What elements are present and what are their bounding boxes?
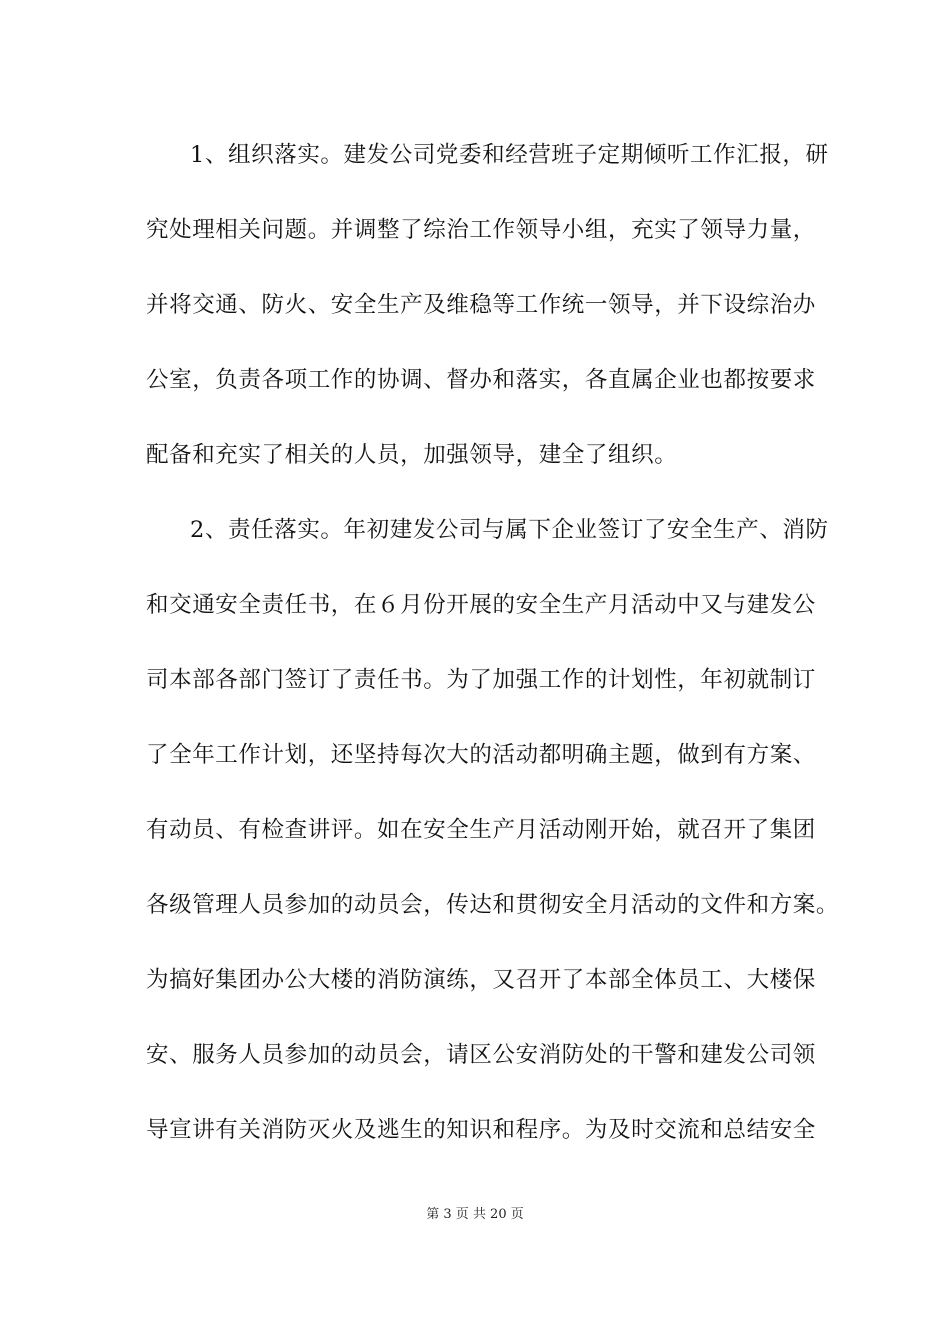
paragraph-1-line-4: 公室，负责各项工作的协调、督办和落实，各直属企业也都按要求 — [146, 367, 816, 393]
paragraph-2-line-3: 司本部各部门签订了责任书。为了加强工作的计划性，年初就制订 — [146, 667, 816, 693]
paragraph-1-line-5: 配备和充实了相关的人员，加强领导，建全了组织。 — [146, 442, 678, 468]
paragraph-1-line-3: 并将交通、防火、安全生产及维稳等工作统一领导，并下设综治办 — [146, 292, 816, 318]
paragraph-2-line-2: 和交通安全责任书，在６月份开展的安全生产月活动中又与建发公 — [146, 592, 816, 618]
page-number-footer: 第 3 页 共 20 页 — [426, 1207, 524, 1222]
paragraph-1-line-2: 究处理相关问题。并调整了综治工作领导小组，充实了领导力量， — [146, 217, 816, 243]
paragraph-2-line-1: 2、责任落实。年初建发公司与属下企业签订了安全生产、消防 — [190, 517, 829, 543]
paragraph-2-line-4: 了全年工作计划，还坚持每次大的活动都明确主题，做到有方案、 — [146, 742, 816, 768]
paragraph-2-line-7: 为搞好集团办公大楼的消防演练，又召开了本部全体员工、大楼保 — [146, 967, 816, 993]
paragraph-2-line-6: 各级管理人员参加的动员会，传达和贯彻安全月活动的文件和方案。 — [146, 892, 840, 918]
paragraph-1-line-1: 1、组织落实。建发公司党委和经营班子定期倾听工作汇报，研 — [190, 142, 829, 168]
paragraph-2-line-5: 有动员、有检查讲评。如在安全生产月活动刚开始，就召开了集团 — [146, 817, 816, 843]
paragraph-2-line-9: 导宣讲有关消防灭火及逃生的知识和程序。为及时交流和总结安全 — [146, 1117, 816, 1143]
paragraph-2-line-8: 安、服务人员参加的动员会，请区公安消防处的干警和建发公司领 — [146, 1042, 816, 1068]
